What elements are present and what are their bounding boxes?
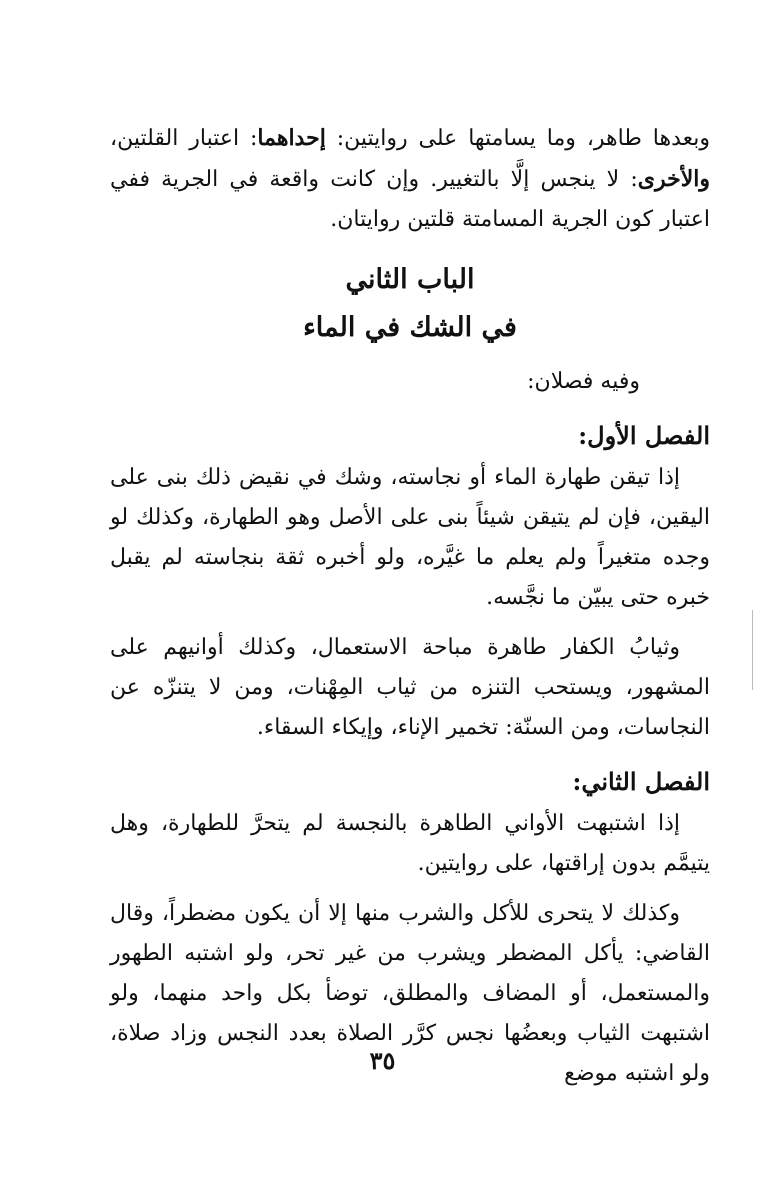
term-first: إحداهما xyxy=(257,125,326,151)
opening-text-3: : لا ينجس إلَّا بالتغيير. وإن كانت واقعة في الجرية ففي اعتبار كون الجرية المسامتة قلتين روايتان. xyxy=(110,167,710,232)
opening-text-1: وبعدها طاهر، وما يسامتها على روايتين: xyxy=(325,126,710,151)
section-heading-1: الفصل الأول: xyxy=(578,421,710,450)
section2-paragraph-1: إذا اشتبهت الأواني الطاهرة بالنجسة لم يتحرَّ للطهارة، وهل يتيمَّم بدون إراقتها، على روايتين. xyxy=(110,811,710,876)
section1-paragraph-2: وثيابُ الكفار طاهرة مباحة الاستعمال، وكذلك أوانيهم على المشهور، ويستحب التنزه من ثياب المِهْنات، ومن لا يتنزّه عن النجاسات، ومن السنّة: تخمير الإناء، وإيكاء السقاء. xyxy=(110,635,710,740)
opening-paragraph xyxy=(110,118,710,240)
section2-paragraph-2: وكذلك لا يتحرى للأكل والشرب منها إلا أن يكون مضطراً، وقال القاضي: يأكل المضطر ويشرب من غير تحر، ولو اشتبه الطهور والمستعمل، أو المضاف والمطلق، توضأ بكل واحد منهما، ولو اشتبهت الثياب وبعضُها نجس كرَّر الصلاة بعدد النجس وزاد صلاة، ولو اشتبه موضع xyxy=(110,901,710,1086)
term-other: والأخرى xyxy=(637,166,710,192)
chapter-subtitle: في الشك في الماء xyxy=(303,312,517,343)
chapter-intro: وفيه فصلان: xyxy=(527,369,640,394)
page-body xyxy=(110,118,710,1094)
section1-paragraph-1: إذا تيقن طهارة الماء أو نجاسته، وشك في نقيض ذلك بنى على اليقين، فإن لم يتيقن شيئاً بنى على الأصل وهو الطهارة، وكذلك لو وجده متغيراً ولم يعلم ما غيَّره، ولو أخبره ثقة بنجاسته لم يقبل خبره حتى يبيّن ما نجَّسه. xyxy=(110,465,710,610)
section-heading-2: الفصل الثاني: xyxy=(572,767,710,796)
chapter-title: الباب الثاني xyxy=(345,264,475,295)
page-number: ٣٥ xyxy=(369,1046,396,1075)
scan-margin-line xyxy=(752,610,753,690)
opening-text-2: : اعتبار القلتين، xyxy=(110,126,258,151)
